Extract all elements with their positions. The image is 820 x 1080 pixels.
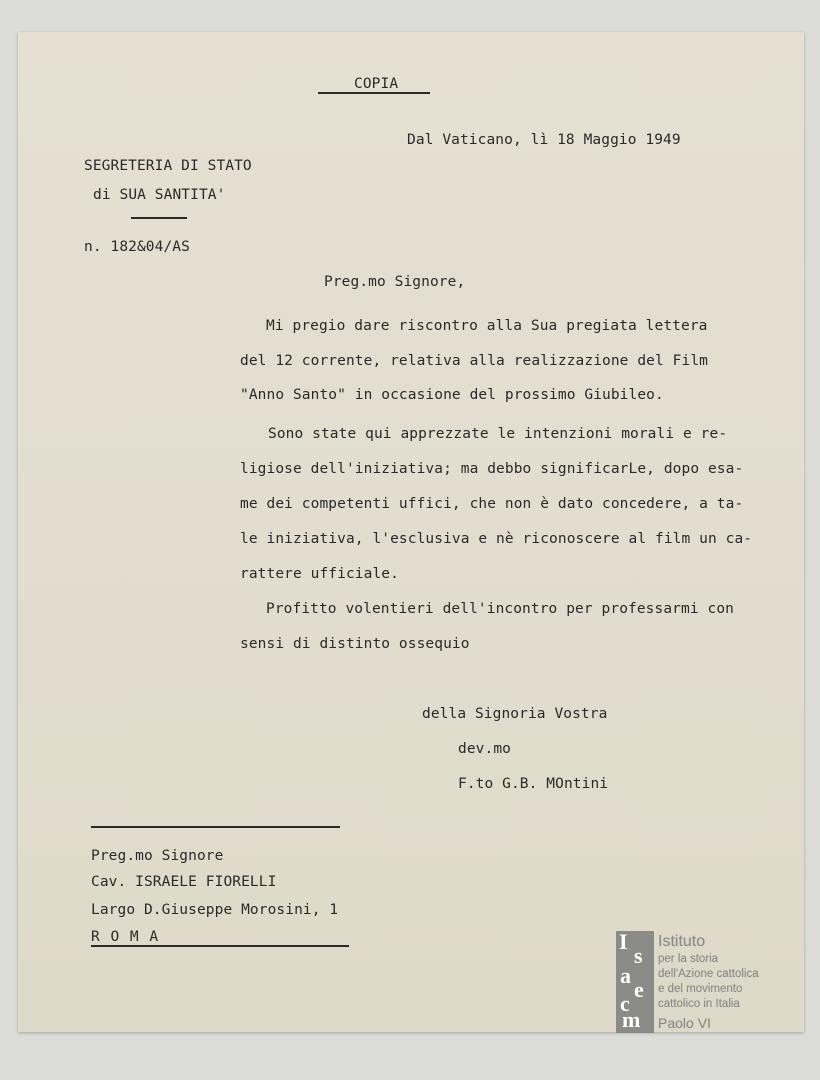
signature: F.to G.B. MOntini (458, 776, 609, 792)
logo-letter-5: c (620, 991, 630, 1016)
logo-line-2: per la storia (658, 953, 719, 965)
body-line-6: me dei competenti uffici, che non è dato concedere, a ta- (240, 496, 744, 512)
closing-line-2: dev.mo (458, 741, 511, 757)
body-line-4: Sono state qui apprezzate le intenzioni morali e re- (268, 426, 728, 442)
office-line-1: SEGRETERIA DI STATO (84, 158, 252, 174)
recipient-line-3: Largo D.Giuseppe Morosini, 1 (91, 902, 339, 918)
body-line-2: del 12 corrente, relativa alla realizzazione del Film (240, 353, 708, 369)
logo-letter-1: I (619, 929, 628, 954)
logo-line-6: Paolo VI (658, 1015, 711, 1031)
recipient-line-1: Preg.mo Signore (91, 848, 224, 864)
heading-underline (318, 92, 430, 94)
dateline: Dal Vaticano, lì 18 Maggio 1949 (407, 132, 681, 148)
logo-line-5: cattolico in Italia (658, 998, 740, 1010)
closing-line-1: della Signoria Vostra (422, 706, 608, 722)
recipient-city: R O M A (91, 929, 160, 945)
logo-letter-3: a (620, 963, 631, 988)
body-line-7: le iniziativa, l'esclusiva e nè riconoscere al film un ca- (240, 531, 753, 547)
body-line-1: Mi pregio dare riscontro alla Sua pregiata lettera (266, 318, 708, 334)
office-line-2: di SUA SANTITA' (93, 187, 226, 203)
logo-letter-6: m (622, 1007, 641, 1032)
logo-letter-4: e (634, 977, 644, 1002)
recipient-line-2: Cav. ISRAELE FIORELLI (91, 874, 277, 890)
recipient-city-underline (91, 945, 349, 947)
body-line-10: sensi di distinto ossequio (240, 636, 470, 652)
institute-watermark-logo (616, 931, 796, 1036)
logo-line-3: dell'Azione cattolica (658, 968, 759, 980)
logo-letter-2: s (634, 943, 643, 968)
copy-heading: COPIA (354, 76, 399, 92)
body-line-8: rattere ufficiale. (240, 566, 399, 582)
salutation: Preg.mo Signore, (324, 274, 466, 290)
logo-line-4: e del movimento (658, 983, 743, 995)
logo-line-1: Istituto (658, 933, 706, 950)
body-line-3: "Anno Santo" in occasione del prossimo Giubileo. (240, 387, 664, 403)
office-divider (131, 217, 187, 219)
body-line-5: ligiose dell'iniziativa; ma debbo significarLe, dopo esa- (240, 461, 744, 477)
recipient-divider (91, 826, 340, 828)
protocol-number: n. 182&04/AS (84, 239, 190, 255)
body-line-9: Profitto volentieri dell'incontro per professarmi con (266, 601, 734, 617)
